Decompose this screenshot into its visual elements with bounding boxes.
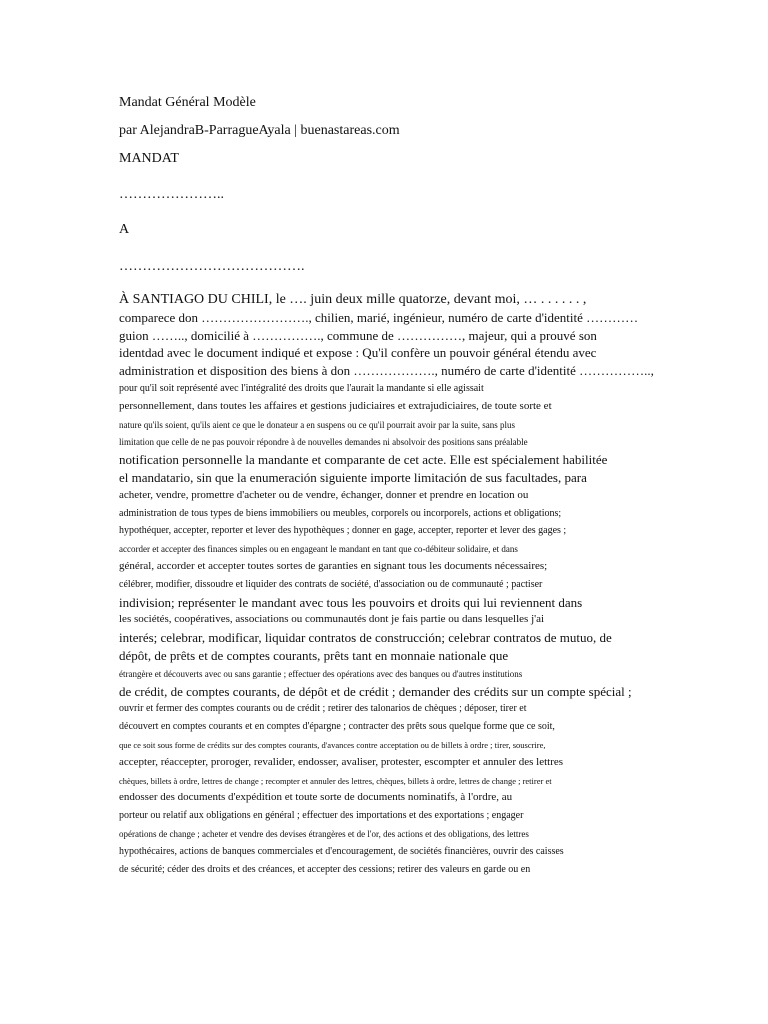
body-line: nature qu'ils soient, qu'ils aient ce que le donateur a en suspens ou ce qu'il pourrait avoir par la suite, sans plus <box>119 419 516 430</box>
body-line: porteur ou relatif aux obligations en général ; effectuer des importations et des exportations ; engager <box>119 810 524 822</box>
document-body <box>119 291 679 878</box>
body-line: de crédit, de comptes courants, de dépôt et de crédit ; demander des crédits sur un compte spécial ; <box>119 683 632 699</box>
body-line: comparece don ……………………., chilien, marié, ingénieur, numéro de carte d'identité ………… <box>119 309 639 325</box>
placeholder-line-1: ………………….. <box>119 187 224 202</box>
body-line: pour qu'il soit représenté avec l'intégralité des droits que l'aurait la mandante si elle agissait <box>119 382 484 394</box>
body-line: limitation que celle de ne pas pouvoir répondre à de nouvelles demandes ni absolvoir des positions sans préalable <box>119 437 528 448</box>
body-line: accorder et accepter des finances simples ou en engageant le mandant en tant que co-débiteur solidaire, et dans <box>119 544 518 555</box>
body-line: dépôt, de prêts et de comptes courants, prêts tant en monnaie nationale que <box>119 647 509 663</box>
document-title: Mandat Général Modèle <box>119 95 256 110</box>
body-line: général, accorder et accepter toutes sortes de garanties en signant tous les documents nécessaires; <box>119 559 548 572</box>
body-line: À SANTIAGO DU CHILI, le …. juin deux mille quatorze, devant moi, … . . . . . . , <box>119 292 587 307</box>
body-line: el mandatario, sin que la enumeración siguiente importe limitación de sus facultades, para <box>119 469 587 485</box>
body-line: interés; celebrar, modificar, liquidar contratos de construcción; celebrar contratos de mutuo, de <box>119 630 612 646</box>
body-line: célébrer, modifier, dissoudre et liquider des contrats de société, d'association ou de communauté ; pactiser <box>119 578 543 590</box>
body-line: accepter, réaccepter, proroger, revalider, endosser, avaliser, protester, escompter et annuler des lettres <box>119 755 564 768</box>
body-line: hypothéquer, accepter, reporter et lever des hypothèques ; donner en gage, accepter, reporter et lever des gages ; <box>119 525 567 537</box>
body-line: chèques, billets à ordre, lettres de change ; recompter et annuler des lettres, chèques, billets à ordre, lettres de change ; retirer et <box>119 775 552 786</box>
body-line: les sociétés, coopératives, associations ou communautés dont je fais partie ou dans lesquelles j'ai <box>119 613 545 626</box>
body-line: indivision; représenter le mandant avec tous les pouvoirs et droits qui lui reviennent dans <box>119 594 583 610</box>
body-line: guion …….., domicilié à ……………., commune de ……………, majeur, qui a prouvé son <box>119 327 597 343</box>
body-line: administration de tous types de biens immobiliers ou meubles, corporels ou incorporels, actions et obligations; <box>119 507 562 519</box>
body-line: personnellement, dans toutes les affaires et gestions judiciaires et extrajudiciaires, de toute sorte et <box>119 399 552 412</box>
body-line: administration et disposition des biens à don ………………., numéro de carte d'identité …………….., <box>119 363 654 379</box>
document-heading: MANDAT <box>119 151 179 166</box>
placeholder-line-2: …………………………………. <box>119 259 305 274</box>
body-line: hypothécaires, actions de banques commerciales et d'encouragement, de sociétés financières, ouvrir des caisses <box>119 845 564 857</box>
recipient-line: A <box>119 222 130 237</box>
body-line: découvert en comptes courants et en comptes d'épargne ; contracter des prêts sous quelque forme que ce soit, <box>119 721 555 733</box>
body-line: opérations de change ; acheter et vendre des devises étrangères et de l'or, des actions et des obligations, des lettres <box>119 828 529 839</box>
body-line: acheter, vendre, promettre d'acheter ou de vendre, échanger, donner et prendre en location ou <box>119 488 529 501</box>
body-line: identdad avec le document indiqué et expose : Qu'il confère un pouvoir général étendu avec <box>119 345 597 361</box>
document-byline: par AlejandraB-ParragueAyala | buenastareas.com <box>119 123 400 138</box>
body-line: de sécurité; céder des droits et des créances, et accepter des cessions; retirer des valeurs en garde ou en <box>119 863 531 875</box>
body-line: étrangère et découverts avec ou sans garantie ; effectuer des opérations avec des banques ou d'autres institutions <box>119 668 523 679</box>
body-line: ouvrir et fermer des comptes courants ou de crédit ; retirer des talonarios de chèques ; déposer, tirer et <box>119 703 527 715</box>
body-line: notification personnelle la mandante et comparante de cet acte. Elle est spécialement habilitée <box>119 452 608 468</box>
body-line: que ce soit sous forme de crédits sur des comptes courants, d'avances contre acceptation ou de billets à ordre ; tirer, souscrire, <box>119 739 546 750</box>
body-line: endosser des documents d'expédition et toute sorte de documents nominatifs, à l'ordre, au <box>119 791 513 804</box>
